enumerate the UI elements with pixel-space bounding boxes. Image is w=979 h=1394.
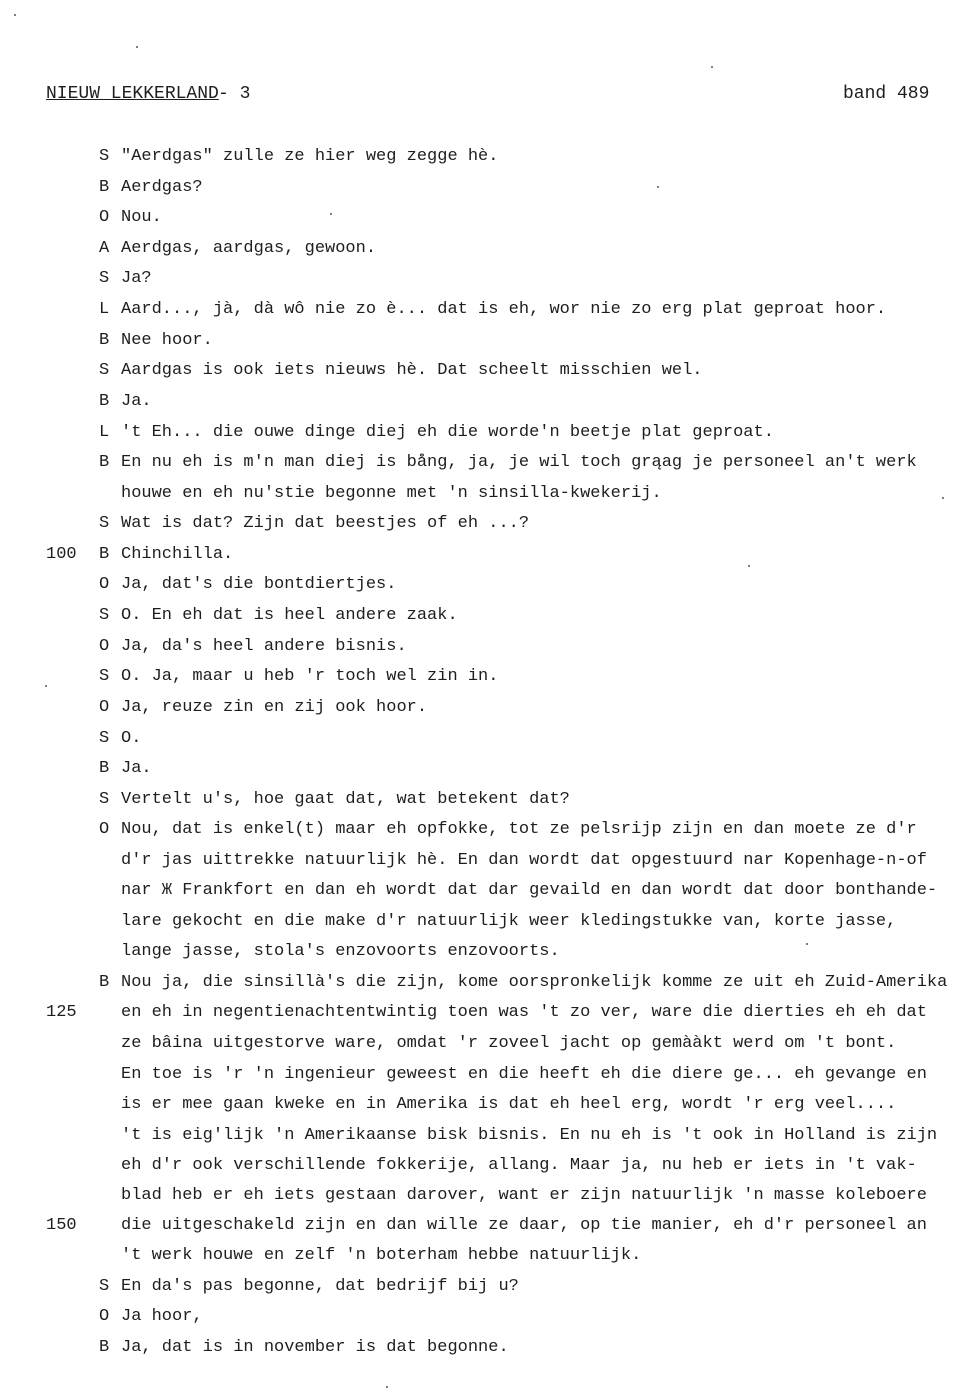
transcript-line bbox=[0, 606, 979, 628]
utterance-text: lange jasse, stola's enzovoorts enzovoorts. bbox=[121, 942, 560, 961]
utterance-text: Aard..., jà, dà wô nie zo è... dat is eh, wor nie zo erg plat geproat hoor. bbox=[121, 300, 887, 319]
utterance-text: Aerdgas? bbox=[121, 178, 203, 197]
utterance-text: Nee hoor. bbox=[121, 331, 213, 350]
transcript-line bbox=[0, 239, 979, 261]
transcript-line bbox=[0, 881, 979, 903]
band-label: band 489 bbox=[843, 84, 930, 104]
transcript-line bbox=[0, 514, 979, 536]
utterance-text: nar Ж Frankfort en dan eh wordt dat dar gevaild en dan wordt dat door bonthande- bbox=[121, 881, 938, 900]
transcript-line bbox=[0, 1216, 979, 1238]
utterance-text: Ja, da's heel andere bisnis. bbox=[121, 637, 407, 656]
speaker-label: S bbox=[99, 147, 110, 166]
scan-speck bbox=[14, 14, 16, 16]
speaker-label: B bbox=[99, 759, 110, 778]
scan-speck bbox=[806, 943, 808, 945]
scan-speck bbox=[386, 1386, 388, 1388]
utterance-text: Ja, dat is in november is dat begonne. bbox=[121, 1338, 509, 1357]
speaker-label: O bbox=[99, 575, 110, 594]
speaker-label: B bbox=[99, 453, 110, 472]
speaker-label: O bbox=[99, 820, 110, 839]
utterance-text: Ja, dat's die bontdiertjes. bbox=[121, 575, 397, 594]
utterance-text: die uitgeschakeld zijn en dan wille ze daar, op tie manier, eh d'r personeel an bbox=[121, 1216, 927, 1235]
utterance-text: Aardgas is ook iets nieuws hè. Dat scheelt misschien wel. bbox=[121, 361, 703, 380]
speaker-label: A bbox=[99, 239, 110, 258]
utterance-text: Nou, dat is enkel(t) maar eh opfokke, tot ze pelsrijp zijn en dan moete ze d'r bbox=[121, 820, 917, 839]
transcript-line bbox=[0, 423, 979, 445]
utterance-text: d'r jas uittrekke natuurlijk hè. En dan wordt dat opgestuurd nar Kopenhage-n-of bbox=[121, 851, 927, 870]
line-number: 150 bbox=[46, 1216, 77, 1235]
speaker-label: S bbox=[99, 790, 110, 809]
speaker-label: S bbox=[99, 269, 110, 288]
utterance-text: En toe is 'r 'n ingenieur geweest en die heeft eh die diere ge... eh gevange en bbox=[121, 1065, 927, 1084]
transcript-line bbox=[0, 851, 979, 873]
utterance-text: en eh in negentienachtentwintig toen was 't zo ver, ware die dierties eh eh dat bbox=[121, 1003, 927, 1022]
transcript-line bbox=[0, 178, 979, 200]
speaker-label: S bbox=[99, 514, 110, 533]
transcript-line bbox=[0, 667, 979, 689]
transcript-line bbox=[0, 759, 979, 781]
transcript-line bbox=[0, 1034, 979, 1056]
transcript-line bbox=[0, 1338, 979, 1360]
transcript-line bbox=[0, 1307, 979, 1329]
speaker-label: L bbox=[99, 423, 110, 442]
transcript-line bbox=[0, 1246, 979, 1268]
utterance-text: Ja, reuze zin en zij ook hoor. bbox=[121, 698, 428, 717]
transcript-line bbox=[0, 1277, 979, 1299]
utterance-text: ze bâina uitgestorve ware, omdat 'r zoveel jacht op gemààkt werd om 't bont. bbox=[121, 1034, 897, 1053]
transcript-line bbox=[0, 1156, 979, 1178]
scan-speck bbox=[657, 186, 659, 188]
utterance-text: O. bbox=[121, 729, 142, 748]
speaker-label: L bbox=[99, 300, 110, 319]
utterance-text: lare gekocht en die make d'r natuurlijk weer kledingstukke van, korte jasse, bbox=[121, 912, 897, 931]
speaker-label: B bbox=[99, 973, 110, 992]
transcript-line bbox=[0, 300, 979, 322]
transcript-line bbox=[0, 361, 979, 383]
utterance-text: Ja. bbox=[121, 392, 152, 411]
scan-speck bbox=[942, 497, 944, 499]
speaker-label: B bbox=[99, 331, 110, 350]
utterance-text: Wat is dat? Zijn dat beestjes of eh ...? bbox=[121, 514, 530, 533]
transcript-line bbox=[0, 973, 979, 995]
transcript-line bbox=[0, 942, 979, 964]
transcript-line bbox=[0, 1003, 979, 1025]
speaker-label: B bbox=[99, 545, 110, 564]
speaker-label: B bbox=[99, 1338, 110, 1357]
utterance-text: 't is eig'lijk 'n Amerikaanse bisk bisnis. En nu eh is 't ook in Holland is zijn bbox=[121, 1126, 938, 1145]
transcript-line bbox=[0, 1065, 979, 1087]
scan-speck bbox=[136, 46, 138, 48]
utterance-text: Ja? bbox=[121, 269, 152, 288]
transcript-line bbox=[0, 484, 979, 506]
utterance-text: Vertelt u's, hoe gaat dat, wat betekent dat? bbox=[121, 790, 570, 809]
transcript-line bbox=[0, 208, 979, 230]
transcript-line bbox=[0, 331, 979, 353]
transcript-line bbox=[0, 790, 979, 812]
utterance-text: Nou. bbox=[121, 208, 162, 227]
utterance-text: En nu eh is m'n man diej is bång, ja, je wil toch grąag je personeel an't werk bbox=[121, 453, 917, 472]
speaker-label: O bbox=[99, 637, 110, 656]
utterance-text: Ja hoor, bbox=[121, 1307, 203, 1326]
speaker-label: O bbox=[99, 698, 110, 717]
speaker-label: O bbox=[99, 1307, 110, 1326]
utterance-text: "Aerdgas" zulle ze hier weg zegge hè. bbox=[121, 147, 499, 166]
line-number: 100 bbox=[46, 545, 77, 564]
transcript-line bbox=[0, 1126, 979, 1148]
speaker-label: S bbox=[99, 729, 110, 748]
speaker-label: S bbox=[99, 667, 110, 686]
transcript-line bbox=[0, 637, 979, 659]
speaker-label: S bbox=[99, 361, 110, 380]
utterance-text: eh d'r ook verschillende fokkerije, allang. Maar ja, nu heb er iets in 't vak- bbox=[121, 1156, 917, 1175]
speaker-label: B bbox=[99, 392, 110, 411]
transcript-line bbox=[0, 912, 979, 934]
line-number: 125 bbox=[46, 1003, 77, 1022]
transcript-line bbox=[0, 1095, 979, 1117]
transcript-line bbox=[0, 1186, 979, 1208]
utterance-text: Aerdgas, aardgas, gewoon. bbox=[121, 239, 377, 258]
page-title: NIEUW LEKKERLAND bbox=[46, 84, 219, 104]
transcript-line bbox=[0, 820, 979, 842]
transcript-line bbox=[0, 575, 979, 597]
utterance-text: Nou ja, die sinsillà's die zijn, kome oorspronkelijk komme ze uit eh Zuid-Amerika bbox=[121, 973, 948, 992]
transcript-line bbox=[0, 698, 979, 720]
transcript-line bbox=[0, 545, 979, 567]
utterance-text: houwe en eh nu'stie begonne met 'n sinsilla-kwekerij. bbox=[121, 484, 662, 503]
scan-speck bbox=[45, 685, 47, 687]
utterance-text: Ja. bbox=[121, 759, 152, 778]
utterance-text: is er mee gaan kweke en in Amerika is dat eh heel erg, wordt 'r erg veel.... bbox=[121, 1095, 897, 1114]
utterance-text: 't werk houwe en zelf 'n boterham hebbe natuurlijk. bbox=[121, 1246, 642, 1265]
transcript-line bbox=[0, 269, 979, 291]
scan-speck bbox=[711, 66, 713, 68]
transcript-line bbox=[0, 392, 979, 414]
speaker-label: B bbox=[99, 178, 110, 197]
scan-speck bbox=[748, 565, 750, 567]
scan-speck bbox=[330, 213, 332, 215]
speaker-label: O bbox=[99, 208, 110, 227]
transcript-line bbox=[0, 453, 979, 475]
utterance-text: blad heb er eh iets gestaan darover, want er zijn natuurlijk 'n masse koleboere bbox=[121, 1186, 927, 1205]
speaker-label: S bbox=[99, 1277, 110, 1296]
page-number: - 3 bbox=[218, 84, 251, 104]
utterance-text: Chinchilla. bbox=[121, 545, 234, 564]
utterance-text: O. En eh dat is heel andere zaak. bbox=[121, 606, 458, 625]
utterance-text: 't Eh... die ouwe dinge diej eh die worde'n beetje plat geproat. bbox=[121, 423, 774, 442]
utterance-text: En da's pas begonne, dat bedrijf bij u? bbox=[121, 1277, 519, 1296]
transcript-line bbox=[0, 147, 979, 169]
utterance-text: O. Ja, maar u heb 'r toch wel zin in. bbox=[121, 667, 499, 686]
transcript-line bbox=[0, 729, 979, 751]
speaker-label: S bbox=[99, 606, 110, 625]
